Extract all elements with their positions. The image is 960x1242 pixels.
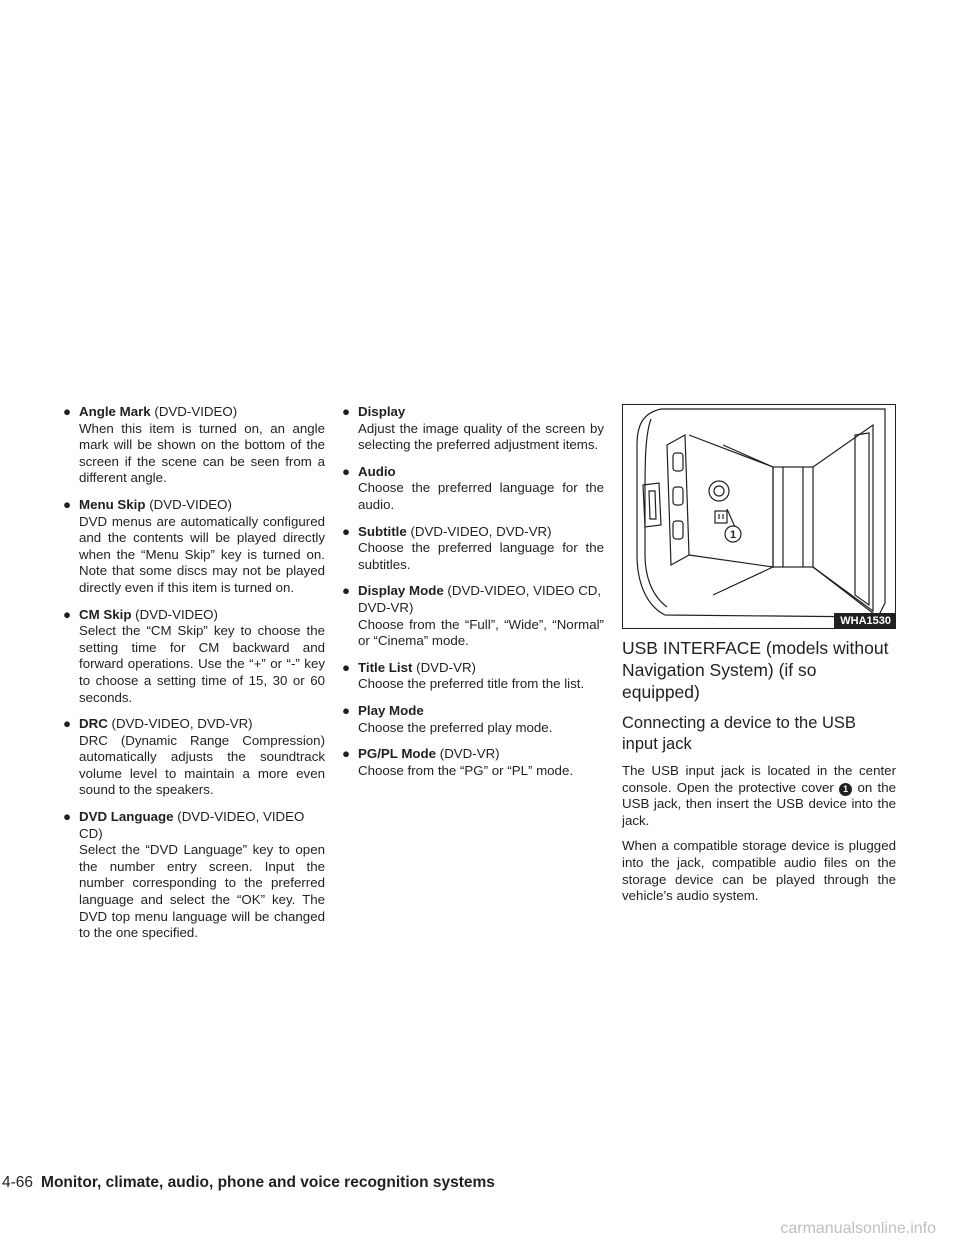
- paragraph: [622, 763, 896, 829]
- list-item: [63, 716, 325, 799]
- item-description: Select the “DVD Language” key to open the number entry screen. Input the number corresponding to the preferred language and select the “OK” key. The DVD top menu language will be changed to the one specified.: [79, 842, 325, 941]
- bullet-icon: ●: [342, 583, 351, 599]
- callout-1-icon: 1: [839, 783, 852, 796]
- bullet-icon: ●: [342, 702, 351, 718]
- paragraph-text: The USB input jack is located in the center console. Open the protective cover: [622, 763, 896, 795]
- list-item: [342, 583, 604, 649]
- item-qualifier: (DVD-VIDEO, DVD-VR): [111, 716, 253, 732]
- item-qualifier: (DVD-VIDEO, VIDEO CD): [79, 809, 305, 841]
- list-item: [342, 524, 604, 574]
- bullet-icon: ●: [342, 746, 351, 762]
- page-footer: [2, 1174, 495, 1192]
- list-item: [342, 404, 604, 454]
- usb-jack-illustration: [622, 404, 896, 629]
- item-term: Play Mode: [358, 702, 424, 718]
- list-item: [63, 809, 325, 942]
- item-term: DVD Language: [79, 809, 174, 825]
- item-term: PG/PL Mode: [358, 746, 437, 762]
- item-description: Choose from the “Full”, “Wide”, “Normal” or “Cinema” mode.: [358, 616, 604, 649]
- chapter-title: Monitor, climate, audio, phone and voice recognition systems: [41, 1174, 495, 1191]
- column-left: [63, 404, 325, 952]
- item-qualifier: (DVD-VIDEO, VIDEO CD, DVD-VR): [358, 583, 602, 615]
- figure-code: WHA1530: [834, 613, 895, 628]
- list-item: [342, 703, 604, 736]
- callout-number: 1: [729, 529, 737, 541]
- bullet-icon: ●: [342, 404, 351, 419]
- item-qualifier: (DVD-VIDEO): [154, 404, 238, 419]
- item-term: Display Mode: [358, 583, 444, 599]
- item-term: DRC: [79, 716, 108, 732]
- bullet-icon: ●: [63, 404, 72, 419]
- item-term: Display: [358, 404, 406, 419]
- item-description: Choose the preferred language for the audio.: [358, 480, 604, 512]
- item-term: CM Skip: [79, 606, 132, 622]
- item-term: Subtitle: [358, 523, 407, 539]
- column-middle: [342, 404, 604, 789]
- item-term: Audio: [358, 463, 396, 479]
- item-description: Choose the preferred title from the list.: [358, 676, 585, 692]
- bullet-icon: ●: [342, 659, 351, 675]
- subsection-heading: Connecting a device to the USB input jack: [622, 714, 856, 753]
- list-item: [342, 464, 604, 514]
- item-qualifier: (DVD-VIDEO): [135, 606, 218, 622]
- item-qualifier: (DVD-VIDEO, DVD-VR): [410, 523, 552, 539]
- item-term: Angle Mark: [79, 404, 151, 419]
- console-drawing: [623, 405, 895, 628]
- item-term: Title List: [358, 659, 413, 675]
- item-description: Choose the preferred play mode.: [358, 719, 553, 735]
- watermark: carmanualsonline.info: [780, 1220, 936, 1237]
- item-description: DRC (Dynamic Range Compression) automatically adjusts the soundtrack volume level to maintain a more even sound to the speakers.: [79, 732, 325, 798]
- item-description: Choose from the “PG” or “PL” mode.: [358, 762, 574, 778]
- item-description: Select the “CM Skip” key to choose the setting time for CM backward and forward operations. Use the “+” or “-” key to choose a setting time of 15, 30 or 60 seconds.: [79, 623, 325, 705]
- bullet-icon: ●: [63, 809, 72, 825]
- list-item: [63, 404, 325, 487]
- item-description: Adjust the image quality of the screen by selecting the preferred adjustment items.: [358, 420, 604, 453]
- paragraph: When a compatible storage device is plugged into the jack, compatible audio files on the storage device can be played through the vehicle’s audio system.: [622, 838, 896, 904]
- item-qualifier: (DVD-VIDEO): [149, 496, 232, 512]
- bullet-icon: ●: [63, 496, 72, 512]
- list-item: [63, 497, 325, 597]
- item-qualifier: (DVD-VR): [439, 746, 500, 762]
- paragraph-text: on the USB jack, then insert the USB device into the jack.: [622, 779, 896, 828]
- item-description: Choose the preferred language for the subtitles.: [358, 540, 604, 572]
- item-description: DVD menus are automatically configured and the contents will be played directly when the “Menu Skip” key is turned on. Note that some discs may not be played directly even if this item is turned on.: [79, 513, 325, 595]
- item-description: When this item is turned on, an angle mark will be shown on the bottom of the screen if the scene can be seen from a different angle.: [79, 420, 325, 486]
- page-number: 4-66: [2, 1174, 34, 1191]
- section-heading: USB INTERFACE (models without Navigation System) (if so equipped): [622, 638, 889, 702]
- item-term: Menu Skip: [79, 496, 146, 512]
- item-qualifier: (DVD-VR): [416, 659, 476, 675]
- list-item: [342, 660, 604, 693]
- bullet-icon: ●: [342, 523, 351, 539]
- list-item: [342, 746, 604, 779]
- bullet-icon: ●: [342, 463, 351, 479]
- column-right: [622, 404, 896, 914]
- list-item: [63, 607, 325, 707]
- bullet-icon: ●: [63, 716, 72, 732]
- bullet-icon: ●: [63, 606, 72, 622]
